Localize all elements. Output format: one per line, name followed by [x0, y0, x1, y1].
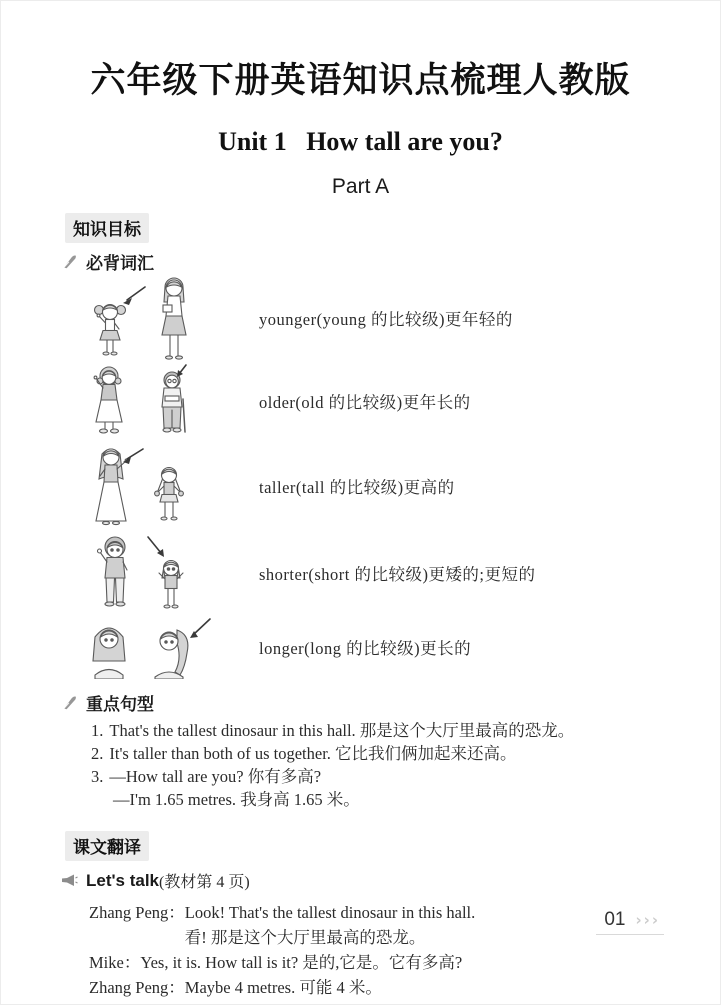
- dialogue-text: [185, 900, 475, 950]
- megaphone-icon: [61, 874, 78, 887]
- unit-heading: Unit 1 How tall are you?: [218, 127, 503, 156]
- sentence-text: It's taller than both of us together. 它比我们俩加起来还高。: [109, 744, 517, 763]
- sentence-text: That's the tallest dinosaur in this hall. 那是这个大厅里最高的恐龙。: [109, 721, 575, 740]
- page-title: 六年级下册英语知识点梳理人教版: [90, 61, 631, 100]
- section-label-text-translation: 课文翻译: [65, 831, 149, 861]
- key-sentences: [91, 719, 720, 811]
- vocab-row: [1, 532, 720, 614]
- vocab-row: [1, 614, 720, 680]
- illustration-younger: [69, 274, 259, 362]
- dialogue-row: [89, 950, 720, 975]
- vocab-row: [1, 274, 720, 362]
- vocab-heading: 必背词汇: [86, 254, 154, 273]
- lets-talk-heading-row: [61, 869, 720, 892]
- sentence-text: —I'm 1.65 metres. 我身高 1.65 米。: [113, 790, 360, 809]
- sentence-text: —How tall are you? 你有多高?: [109, 767, 322, 786]
- dialogue-line: Maybe 4 metres. 可能 4 米。: [184, 978, 382, 997]
- vocab-text: taller(tall 的比较级)更高的: [259, 478, 455, 497]
- key-sentence: [91, 719, 720, 742]
- vocab-text: older(old 的比较级)更年长的: [259, 393, 471, 412]
- vocab-heading-row: [63, 249, 720, 274]
- section-label-knowledge-goal: 知识目标: [65, 213, 149, 243]
- quill-pen-icon: [63, 254, 78, 269]
- illustration-longer: [69, 615, 259, 679]
- key-sentence-answer: [91, 788, 720, 811]
- dialogue-line: Yes, it is. How tall is it? 是的,它是。它有多高?: [140, 953, 463, 972]
- vocab-text: younger(young 的比较级)更年轻的: [259, 310, 513, 329]
- lets-talk-page-ref: (教材第 4 页): [159, 874, 250, 891]
- sentence-number: 3.: [91, 767, 104, 786]
- vocab-row: [1, 362, 720, 440]
- key-sentence: [91, 765, 720, 788]
- vocab-text: longer(long 的比较级)更长的: [259, 639, 472, 658]
- dialogue-speaker: Zhang Peng：: [89, 903, 185, 922]
- sentences-heading: 重点句型: [86, 695, 154, 714]
- triple-chevron-icon: ›››: [635, 911, 660, 929]
- page-number: 01: [604, 909, 626, 930]
- vocab-row: [1, 440, 720, 532]
- illustration-older: [69, 363, 259, 439]
- dialogue-speaker: Mike：: [89, 953, 141, 972]
- illustration-taller: [69, 441, 259, 531]
- dialogue-speaker: Zhang Peng：: [89, 978, 185, 997]
- quill-pen-icon: [63, 695, 78, 710]
- lets-talk-heading: Let's talk: [86, 870, 160, 890]
- key-sentence: [91, 742, 720, 765]
- dialogue-row: [89, 975, 720, 1000]
- sentences-heading-row: [63, 690, 720, 715]
- part-heading: Part A: [331, 175, 390, 198]
- vocab-text: shorter(short 的比较级)更矮的;更短的: [259, 565, 536, 584]
- dialogue-line: Look! That's the tallest dinosaur in this hall.: [184, 903, 476, 922]
- page-footer: [596, 909, 664, 935]
- dialogue-translation: 看! 那是这个大厅里最高的恐龙。: [184, 928, 426, 947]
- sentence-number: 2.: [91, 744, 104, 763]
- illustration-shorter: [69, 533, 259, 613]
- sentence-number: 1.: [91, 721, 104, 740]
